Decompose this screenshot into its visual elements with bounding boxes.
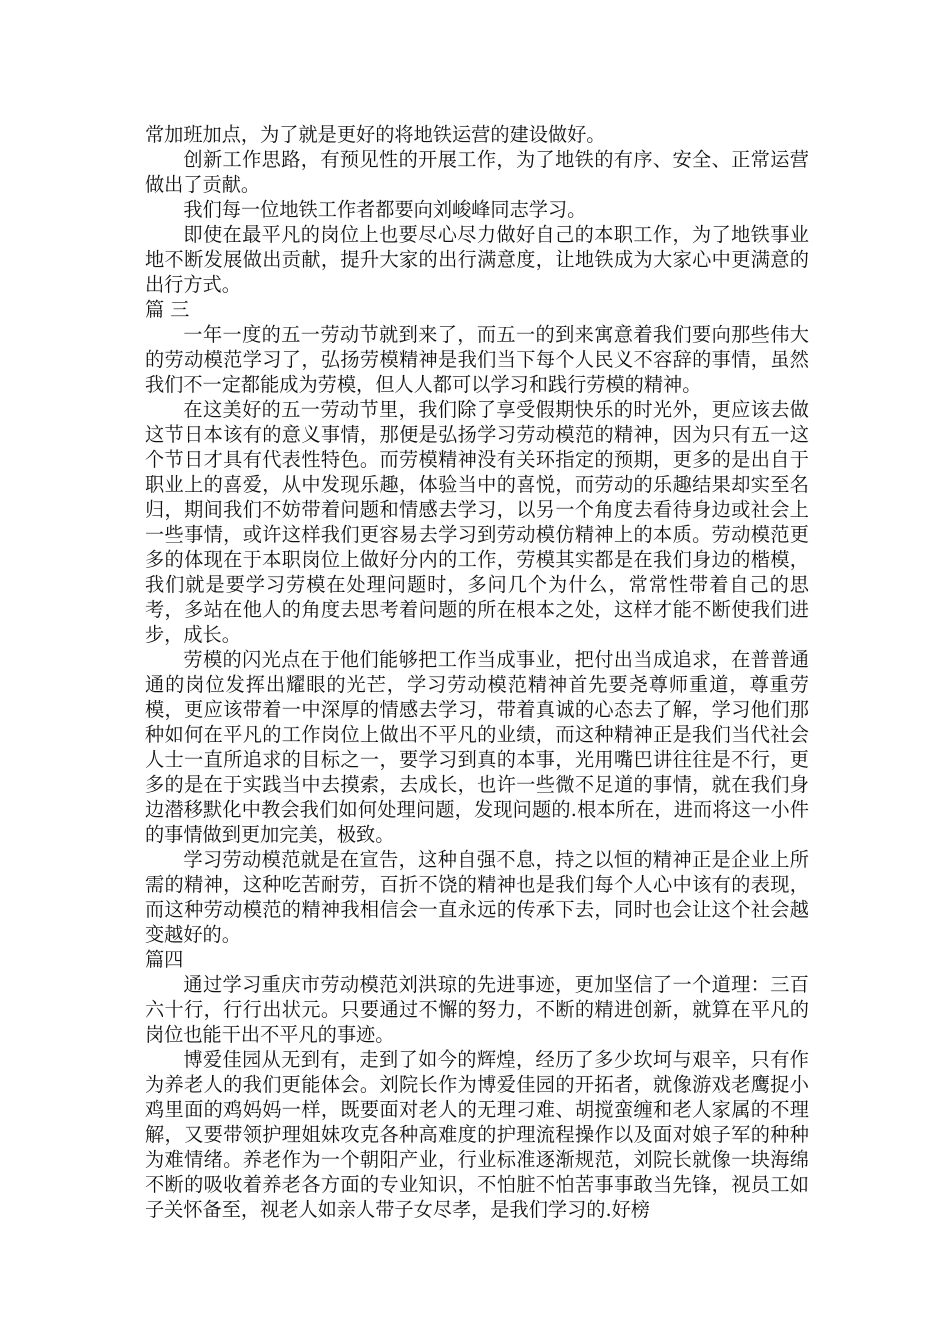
paragraph-1: 创新工作思路，有预见性的开展工作，为了地铁的有序、安全、正常运营做出了贡献。: [145, 148, 809, 196]
section-heading-3: 篇 三: [145, 298, 190, 321]
paragraph-0: 常加班加点，为了就是更好的将地铁运营的建设做好。: [145, 123, 606, 146]
paragraph-3: 即使在最平凡的岗位上也要尽心尽力做好自己的本职工作，为了地铁事业地不断发展做出贡献，提升大家的出行满意度，让地铁成为大家心中更满意的出行方式。: [145, 223, 809, 296]
section-heading-4: 篇四: [145, 948, 184, 971]
paragraph-10: 通过学习重庆市劳动模范刘洪琼的先进事迹，更加坚信了一个道理：三百六十行，行行出状元。只要通过不懈的努力，不断的精进创新，就算在平凡的岗位也能干出不平凡的事迹。: [145, 973, 809, 1046]
paragraph-7: 劳模的闪光点在于他们能够把工作当成事业，把付出当成追求，在普普通通的岗位发挥出耀眼的光芒，学习劳动模范精神首先要尧尊师重道，尊重劳模，更应该带着一中深厚的情感去学习，带着真诚的心态去了解，学习他们那种如何在平凡的工作岗位上做出不平凡的业绩，而这种精神正是我们当代社会人士一直所追求的目标之一，要学习到真的本事，光用嘴巴讲往往是不行，更多的是在于实践当中去摸索，去成长，也许一些微不足道的事情，就在我们身边潜移默化中教会我们如何处理问题，发现问题的.根本所在，进而将这一小件的事情做到更加完美，极致。: [145, 648, 809, 846]
paragraph-8: 学习劳动模范就是在宣告，这种自强不息，持之以恒的精神正是企业上所需的精神，这种吃苦耐劳，百折不饶的精神也是我们每个人心中该有的表现，而这种劳动模范的精神我相信会一直永远的传承下去，同时也会让这个社会越变越好的。: [145, 848, 809, 946]
paragraph-5: 一年一度的五一劳动节就到来了，而五一的到来寓意着我们要向那些伟大的劳动模范学习了，弘扬劳模精神是我们当下每个人民义不容辞的事情，虽然我们不一定都能成为劳模，但人人都可以学习和践行劳模的精神。: [145, 323, 809, 396]
document-body: [145, 122, 809, 1222]
paragraph-11: 博爱佳园从无到有，走到了如今的辉煌，经历了多少坎坷与艰辛，只有作为养老人的我们更能体会。刘院长作为博爱佳园的开拓者，就像游戏老鹰捉小鸡里面的鸡妈妈一样，既要面对老人的无理刁难、胡搅蛮缠和老人家属的不理解，又要带领护理姐妹攻克各种高难度的护理流程操作以及面对娘子军的种种为难情绪。养老作为一个朝阳产业，行业标准逐渐规范，刘院长就像一块海绵不断的吸收着养老各方面的专业知识，不怕脏不怕苦事事敢当先锋，视员工如子关怀备至，视老人如亲人带子女尽孝，是我们学习的.好榜: [145, 1048, 809, 1221]
paragraph-2: 我们每一位地铁工作者都要向刘峻峰同志学习。: [183, 198, 587, 221]
paragraph-6: 在这美好的五一劳动节里，我们除了享受假期快乐的时光外，更应该去做这节日本该有的意义事情，那便是弘扬学习劳动模范的精神，因为只有五一这个节日才具有代表性特色。而劳模精神没有关环指定的预期，更多的是出自于职业上的喜爱，从中发现乐趣，体验当中的喜悦，而劳动的乐趣结果却实至名归，期间我们不妨带着问题和情感去学习，以另一个角度去看待身边或社会上一些事情，或许这样我们更容易去学习到劳动模仿精神上的本质。劳动模范更多的体现在于本职岗位上做好分内的工作，劳模其实都是在我们身边的楷模，我们就是要学习劳模在处理问题时，多问几个为什么，常常性带着自己的思考，多站在他人的角度去思考着问题的所在根本之处，这样才能不断使我们进步，成长。: [145, 398, 809, 646]
